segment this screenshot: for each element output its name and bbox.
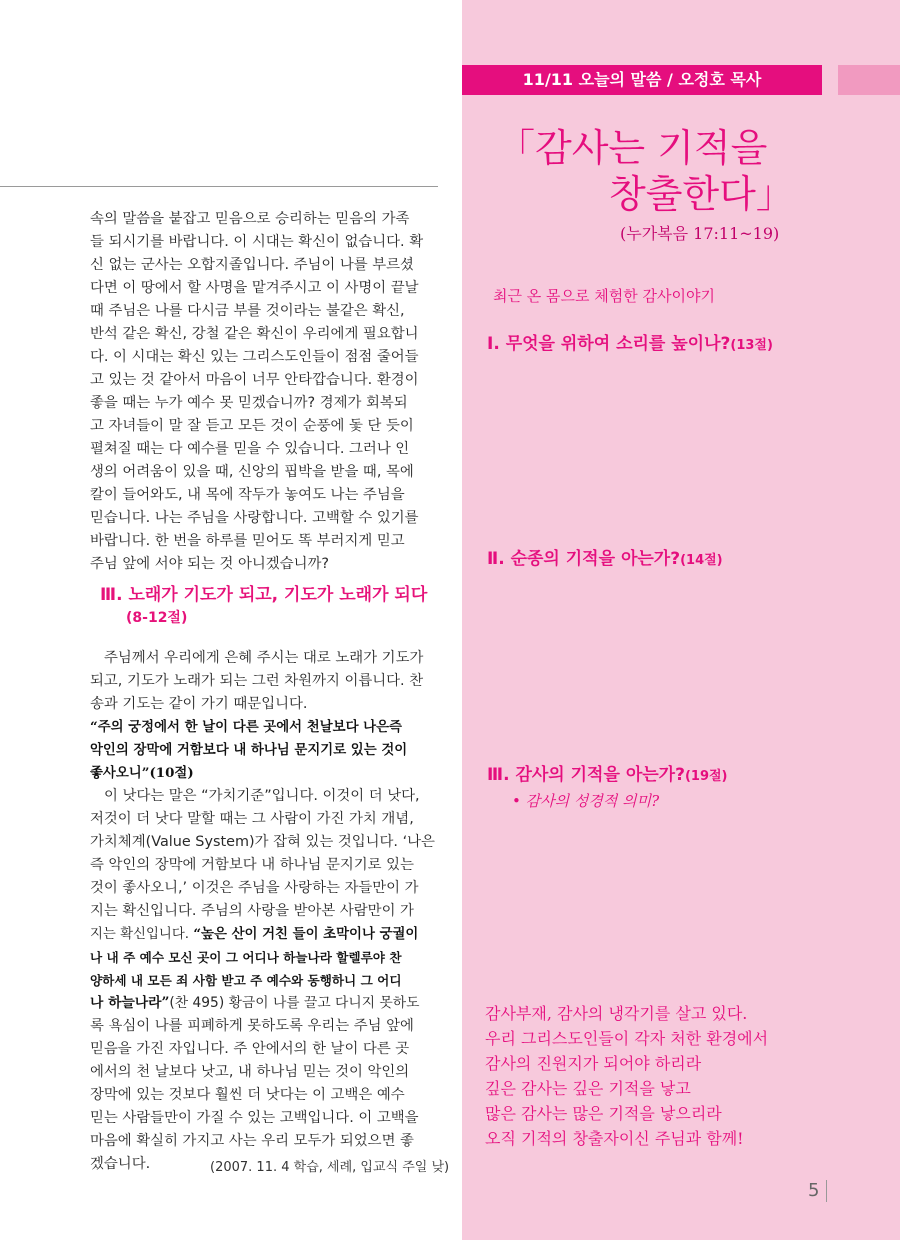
hymn-quote-line: 양하세 내 모든 죄 사함 받고 주 예수와 동행하니 그 어디 bbox=[90, 973, 402, 988]
text-fragment: 지는 확신입니다. bbox=[90, 927, 194, 942]
sermon-title-line-2: 창출한다」 bbox=[609, 172, 794, 216]
hymn-quote-fragment: 나 하늘나라” bbox=[90, 995, 170, 1011]
scripture-quote-line: 좋사오니”(10절) bbox=[90, 765, 194, 781]
text-line: 즉 악인의 장막에 거함보다 내 하나님 문지기로 있는 bbox=[90, 857, 414, 873]
text-line: 마음에 확실히 가지고 사는 우리 모두가 되었으면 좋 bbox=[90, 1133, 414, 1149]
text-line: 펼쳐질 때는 다 예수를 믿을 수 있습니다. 그러나 인 bbox=[90, 441, 410, 457]
text-line: 다면 이 땅에서 할 사명을 맡겨주시고 이 사명이 끝날 bbox=[90, 280, 419, 296]
closing-line: 감사의 진원지가 되어야 하리라 bbox=[485, 1054, 702, 1073]
sermon-title-line-1: 「감사는 기적을 bbox=[497, 126, 768, 170]
text-line: 믿음을 가진 자입니다. 주 안에서의 한 날이 다른 곳 bbox=[90, 1041, 410, 1057]
text-line: 속의 말씀을 붙잡고 믿음으로 승리하는 믿음의 가족 bbox=[90, 211, 410, 227]
text-line: 되고, 기도가 노래가 되는 그런 차원까지 이릅니다. 찬 bbox=[90, 673, 424, 689]
outline-point-3-bullet: • 감사의 성경적 의미? bbox=[512, 792, 660, 810]
closing-line: 깊은 감사는 깊은 기적을 낳고 bbox=[485, 1079, 691, 1098]
text-line: 가치체계(Value System)가 잡혀 있는 것입니다. ‘나은 bbox=[90, 834, 435, 850]
outline-point-2-verse: (14절) bbox=[680, 553, 723, 568]
hymn-quote-line: 나 내 주 예수 모신 곳이 그 어디나 하늘나라 할렐루야 찬 bbox=[90, 950, 402, 965]
sermon-title bbox=[497, 125, 877, 217]
text-line: 칼이 들어와도, 내 목에 작두가 놓여도 나는 주님을 bbox=[90, 487, 405, 503]
text-line: 록 욕심이 나를 피폐하게 못하도록 우리는 주님 앞에 bbox=[90, 1018, 414, 1034]
outline-point-1-label: Ⅰ. 무엇을 위하여 소리를 높이나? bbox=[487, 334, 731, 354]
scripture-reference: (누가복음 17:11~19) bbox=[620, 224, 780, 243]
text-line: 송과 기도는 같이 가기 때문입니다. bbox=[90, 696, 308, 712]
section-3-verse: (8-12절) bbox=[126, 610, 188, 626]
text-line: 생의 어려움이 있을 때, 신앙의 핍박을 받을 때, 목에 bbox=[90, 464, 414, 480]
closing-line: 오직 기적의 창출자이신 주님과 함께! bbox=[485, 1129, 744, 1148]
page-number: 5 bbox=[808, 1180, 820, 1201]
text-line: 신 없는 군사는 오합지졸입니다. 주님이 나를 부르셨 bbox=[90, 257, 414, 273]
closing-poem bbox=[485, 1001, 845, 1151]
text-line: 지는 확신입니다. 주님의 사랑을 받아본 사람만이 가 bbox=[90, 903, 414, 919]
header-tab-decoration bbox=[838, 65, 900, 95]
hymn-quote-fragment: “높은 산이 거친 들이 초막이나 궁궐이 bbox=[193, 926, 419, 942]
closing-line: 감사부재, 감사의 냉각기를 살고 있다. bbox=[485, 1004, 748, 1023]
text-line: 주님 앞에 서야 되는 것 아니겠습니까? bbox=[90, 556, 330, 572]
text-line: 장막에 있는 것보다 훨씬 더 낫다는 이 고백은 예수 bbox=[90, 1087, 405, 1103]
scripture-quote-line: “주의 궁정에서 한 날이 다른 곳에서 천날보다 나은즉 bbox=[90, 719, 402, 735]
text-line-mixed bbox=[90, 992, 440, 1015]
text-line: 고 자녀들이 말 잘 듣고 모든 것이 순풍에 돛 단 듯이 bbox=[90, 418, 414, 434]
text-line: 고 있는 것 같아서 마음이 너무 안타깝습니다. 환경이 bbox=[90, 372, 419, 388]
section-3-heading bbox=[100, 580, 450, 627]
top-divider bbox=[0, 186, 438, 187]
outline-point-2 bbox=[487, 544, 723, 569]
outline-point-3-verse: (19절) bbox=[684, 769, 728, 784]
text-line: 좋을 때는 누가 예수 못 믿겠습니까? 경제가 회복되 bbox=[90, 395, 408, 411]
text-line: 다. 이 시대는 확신 있는 그리스도인들이 점점 줄어들 bbox=[90, 349, 419, 365]
text-line: 주님께서 우리에게 은혜 주시는 대로 노래가 기도가 bbox=[104, 650, 424, 666]
text-line: 에서의 천 날보다 낫고, 내 하나님 믿는 것이 악인의 bbox=[90, 1064, 410, 1080]
text-line: 들 되시기를 바랍니다. 이 시대는 확신이 없습니다. 확 bbox=[90, 234, 424, 250]
scripture-quote-line: 악인의 장막에 거함보다 내 하나님 문지기로 있는 것이 bbox=[90, 742, 408, 758]
text-line: 저것이 더 낫다 말할 때는 그 사람이 가진 가치 개념, bbox=[90, 811, 414, 827]
outline-point-1 bbox=[487, 329, 773, 354]
text-fragment: (찬 495) 황금이 나를 끌고 다니지 못하도 bbox=[169, 995, 420, 1011]
outline-point-3-label: Ⅲ. 감사의 기적을 아는가? bbox=[487, 765, 685, 785]
text-line: 바랍니다. 한 번을 하루를 믿어도 똑 부러지게 믿고 bbox=[90, 533, 405, 549]
section-3-title: Ⅲ. 노래가 기도가 되고, 기도가 노래가 되다 bbox=[100, 585, 428, 605]
text-line: 겠습니다. bbox=[90, 1156, 151, 1172]
sermon-date-note: (2007. 11. 4 학습, 세례, 입교식 주일 낮) bbox=[210, 1160, 450, 1175]
header-banner: 11/11 오늘의 말씀 / 오정호 목사 bbox=[462, 65, 822, 95]
text-line: 믿는 사람들만이 가질 수 있는 고백입니다. 이 고백을 bbox=[90, 1110, 419, 1126]
text-line-mixed bbox=[90, 923, 440, 946]
closing-line: 우리 그리스도인들이 각자 처한 환경에서 bbox=[485, 1029, 769, 1048]
sermon-subtitle: 최근 온 몸으로 체험한 감사이야기 bbox=[493, 287, 715, 305]
closing-line: 많은 감사는 많은 기적을 낳으리라 bbox=[485, 1104, 722, 1123]
text-line: 반석 같은 확신, 강철 같은 확신이 우리에게 필요합니 bbox=[90, 326, 419, 342]
outline-point-3 bbox=[487, 760, 728, 785]
page-number-rule bbox=[826, 1180, 827, 1202]
text-line: 것이 좋사오니,’ 이것은 주님을 사랑하는 자들만이 가 bbox=[90, 880, 419, 896]
text-line: 믿습니다. 나는 주님을 사랑합니다. 고백할 수 있기를 bbox=[90, 510, 419, 526]
paragraph-2 bbox=[90, 647, 440, 1176]
outline-point-2-label: Ⅱ. 순종의 기적을 아는가? bbox=[487, 549, 681, 569]
outline-point-1-verse: (13절) bbox=[730, 338, 773, 353]
text-line: 이 낫다는 말은 “가치기준”입니다. 이것이 더 낫다, bbox=[104, 788, 420, 804]
paragraph-1 bbox=[90, 208, 440, 576]
text-line: 때 주님은 나를 다시금 부를 것이라는 불같은 확신, bbox=[90, 303, 405, 319]
